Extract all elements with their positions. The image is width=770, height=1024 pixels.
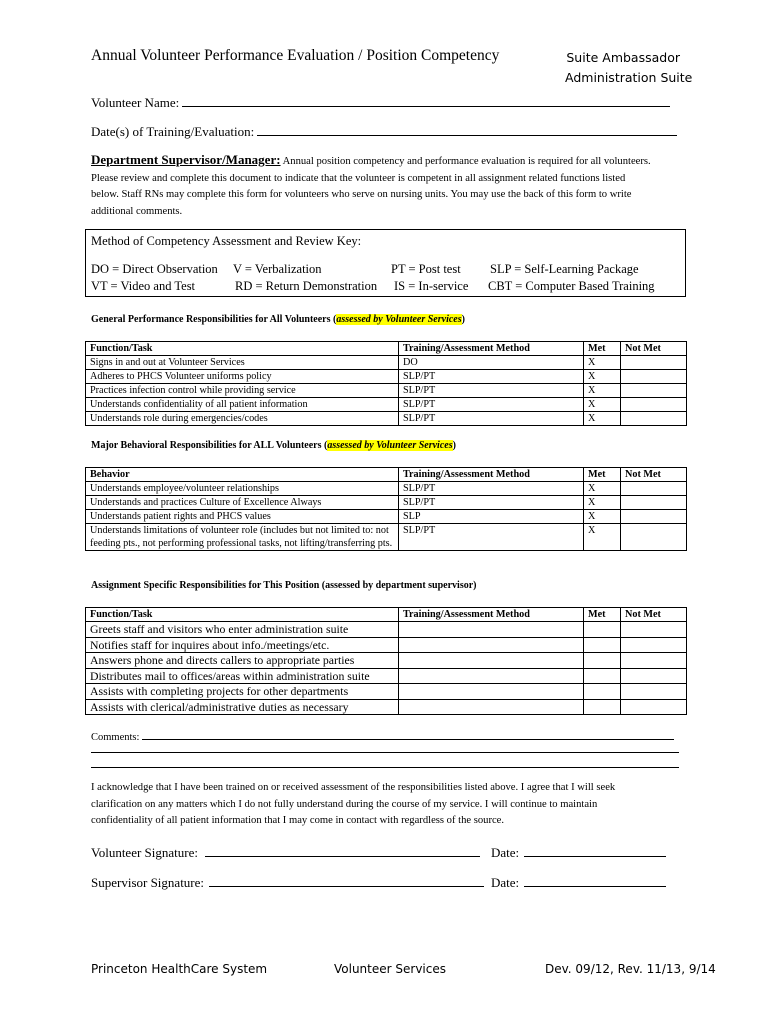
behavior-cell: Understands patient rights and PHCS values (86, 510, 399, 524)
table-row (86, 684, 687, 700)
table-header-row (86, 468, 687, 482)
column-header: Not Met (621, 468, 687, 482)
met-cell[interactable]: X (584, 496, 621, 510)
document-title: Annual Volunteer Performance Evaluation / Position Competency (91, 47, 500, 64)
method-cell: SLP/PT (399, 482, 584, 496)
table-row (86, 398, 687, 412)
assignment-responsibilities-table (85, 607, 687, 715)
method-cell[interactable] (399, 622, 584, 638)
table-row (86, 637, 687, 653)
table-row (86, 412, 687, 426)
section-general-highlight: assessed by Volunteer Services (336, 314, 462, 325)
not-met-cell[interactable] (621, 356, 687, 370)
not-met-cell[interactable] (621, 653, 687, 669)
volunteer-name-row (91, 95, 670, 111)
table-row (86, 496, 687, 510)
volunteer-date-row (491, 845, 666, 861)
position-title: Suite Ambassador (566, 50, 680, 65)
table-row (86, 653, 687, 669)
table-row (86, 356, 687, 370)
method-cell: SLP/PT (399, 398, 584, 412)
acknowledgement (91, 780, 691, 830)
method-cell[interactable] (399, 699, 584, 715)
task-cell: Answers phone and directs callers to appropriate parties (86, 653, 399, 669)
column-header: Met (584, 342, 621, 356)
not-met-cell[interactable] (621, 684, 687, 700)
comments-row (91, 731, 674, 743)
method-cell: SLP/PT (399, 370, 584, 384)
column-header: Training/Assessment Method (399, 608, 584, 622)
footer-organization: Princeton HealthCare System (91, 962, 268, 976)
comments-line-3[interactable] (91, 767, 679, 768)
met-cell[interactable] (584, 668, 621, 684)
not-met-cell[interactable] (621, 622, 687, 638)
method-cell[interactable] (399, 637, 584, 653)
task-cell: Understands role during emergencies/codes (86, 412, 399, 426)
volunteer-signature-row (91, 845, 480, 861)
supervisor-signature-row (91, 875, 484, 891)
column-header: Training/Assessment Method (399, 468, 584, 482)
not-met-cell[interactable] (621, 384, 687, 398)
instructions-line-4: additional comments. (91, 205, 183, 217)
column-header: Met (584, 468, 621, 482)
instructions-line-2: Please review and complete this document to indicate that the volunteer is competent in all assignment related functions listed (91, 172, 626, 184)
section-behavioral-title: Major Behavioral Responsibilities for ALL Volunteers (assessed by Volunteer Services) (91, 440, 456, 451)
behavior-cell: Understands and practices Culture of Excellence Always (86, 496, 399, 510)
met-cell[interactable] (584, 699, 621, 715)
method-cell: SLP (399, 510, 584, 524)
method-cell[interactable] (399, 684, 584, 700)
not-met-cell[interactable] (621, 398, 687, 412)
behavior-cell: Understands limitations of volunteer role (includes but not limited to: not feeding pts., not performing professional tasks, not lifting/transferring pts. (86, 524, 399, 551)
not-met-cell[interactable] (621, 510, 687, 524)
acknowledgement-line-3: confidentiality of all patient information that I may come in contact with regardless of the source. (91, 815, 505, 826)
met-cell[interactable] (584, 622, 621, 638)
key-rd: RD = Return Demonstration (235, 279, 378, 293)
not-met-cell[interactable] (621, 370, 687, 384)
comments-field[interactable] (142, 731, 674, 740)
table-row (86, 384, 687, 398)
volunteer-date-label: Date: (491, 845, 520, 860)
volunteer-date-field[interactable] (524, 845, 666, 857)
key-cbt: CBT = Computer Based Training (488, 279, 655, 293)
training-dates-label: Date(s) of Training/Evaluation: (91, 124, 255, 139)
assessment-key-box (85, 229, 686, 297)
column-header: Function/Task (86, 608, 399, 622)
key-v: V = Verbalization (233, 262, 322, 276)
met-cell[interactable] (584, 653, 621, 669)
not-met-cell[interactable] (621, 412, 687, 426)
method-cell: DO (399, 356, 584, 370)
footer-revision: Dev. 09/12, Rev. 11/13, 9/14 (545, 962, 716, 976)
method-cell: SLP/PT (399, 412, 584, 426)
table-row (86, 482, 687, 496)
met-cell[interactable]: X (584, 356, 621, 370)
training-dates-row (91, 124, 677, 140)
position-label (565, 48, 693, 88)
instructions (91, 152, 691, 220)
acknowledgement-line-1: I acknowledge that I have been trained on or received assessment of the responsibilities listed above. I agree that I will seek (91, 782, 616, 793)
instructions-line-3: below. Staff RNs may complete this form for volunteers who serve on nursing units. You may use the back of this form to write (91, 189, 632, 200)
met-cell[interactable]: X (584, 524, 621, 551)
behavior-cell: Understands employee/volunteer relationships (86, 482, 399, 496)
met-cell[interactable]: X (584, 510, 621, 524)
not-met-cell[interactable] (621, 637, 687, 653)
key-slp: SLP = Self-Learning Package (490, 262, 639, 276)
task-cell: Notifies staff for inquires about info./meetings/etc. (86, 637, 399, 653)
instructions-lead: Department Supervisor/Manager: (91, 152, 281, 167)
table-header-row (86, 342, 687, 356)
supervisor-signature-label: Supervisor Signature: (91, 875, 205, 890)
task-cell: Assists with clerical/administrative duties as necessary (86, 699, 399, 715)
not-met-cell[interactable] (621, 524, 687, 551)
key-pt: PT = Post test (391, 262, 461, 276)
not-met-cell[interactable] (621, 496, 687, 510)
behavioral-responsibilities-table (85, 467, 687, 551)
key-is: IS = In-service (394, 279, 469, 293)
table-row (86, 622, 687, 638)
met-cell[interactable]: X (584, 412, 621, 426)
table-row (86, 668, 687, 684)
section-general-title: General Performance Responsibilities for All Volunteers (assessed by Volunteer Services) (91, 314, 465, 325)
not-met-cell[interactable] (621, 699, 687, 715)
supervisor-date-field[interactable] (524, 875, 666, 887)
key-vt: VT = Video and Test (91, 279, 196, 293)
training-dates-field[interactable] (257, 124, 677, 136)
met-cell[interactable]: X (584, 482, 621, 496)
comments-line-2[interactable] (91, 752, 679, 753)
met-cell[interactable]: X (584, 384, 621, 398)
general-responsibilities-table (85, 341, 687, 426)
task-cell: Practices infection control while providing service (86, 384, 399, 398)
met-cell[interactable] (584, 637, 621, 653)
method-cell[interactable] (399, 653, 584, 669)
met-cell[interactable]: X (584, 398, 621, 412)
section-behavioral-highlight: assessed by Volunteer Services (327, 440, 453, 451)
method-cell: SLP/PT (399, 384, 584, 398)
column-header: Not Met (621, 608, 687, 622)
method-cell[interactable] (399, 668, 584, 684)
position-department: Administration Suite (565, 70, 693, 85)
method-cell: SLP/PT (399, 496, 584, 510)
column-header: Function/Task (86, 342, 399, 356)
table-row (86, 524, 687, 551)
table-row (86, 699, 687, 715)
table-row (86, 510, 687, 524)
met-cell[interactable]: X (584, 370, 621, 384)
column-header: Met (584, 608, 621, 622)
not-met-cell[interactable] (621, 482, 687, 496)
task-cell: Understands confidentiality of all patient information (86, 398, 399, 412)
task-cell: Assists with completing projects for other departments (86, 684, 399, 700)
volunteer-name-field[interactable] (182, 95, 670, 107)
volunteer-name-label: Volunteer Name: (91, 95, 180, 110)
column-header: Not Met (621, 342, 687, 356)
task-cell: Adheres to PHCS Volunteer uniforms policy (86, 370, 399, 384)
column-header: Training/Assessment Method (399, 342, 584, 356)
met-cell[interactable] (584, 684, 621, 700)
table-header-row (86, 608, 687, 622)
method-cell: SLP/PT (399, 524, 584, 551)
volunteer-signature-field[interactable] (205, 845, 480, 857)
key-do: DO = Direct Observation (91, 262, 218, 276)
instructions-line-1: Annual position competency and performance evaluation is required for all volunteers. (282, 156, 651, 167)
supervisor-date-label: Date: (491, 875, 520, 890)
task-cell: Signs in and out at Volunteer Services (86, 356, 399, 370)
table-row (86, 370, 687, 384)
supervisor-signature-field[interactable] (209, 875, 484, 887)
acknowledgement-line-2: clarification on any matters which I do not fully understand during the course of my service. I will continue to maintain (91, 798, 598, 810)
not-met-cell[interactable] (621, 668, 687, 684)
footer-department: Volunteer Services (334, 962, 446, 976)
task-cell: Greets staff and visitors who enter administration suite (86, 622, 399, 638)
comments-label: Comments: (91, 732, 140, 743)
task-cell: Distributes mail to offices/areas within administration suite (86, 668, 399, 684)
assessment-key-title: Method of Competency Assessment and Review Key: (91, 234, 362, 248)
section-assignment-title: Assignment Specific Responsibilities for This Position (assessed by department supervisor) (91, 580, 477, 591)
column-header: Behavior (86, 468, 399, 482)
supervisor-date-row (491, 875, 666, 891)
volunteer-signature-label: Volunteer Signature: (91, 845, 198, 860)
